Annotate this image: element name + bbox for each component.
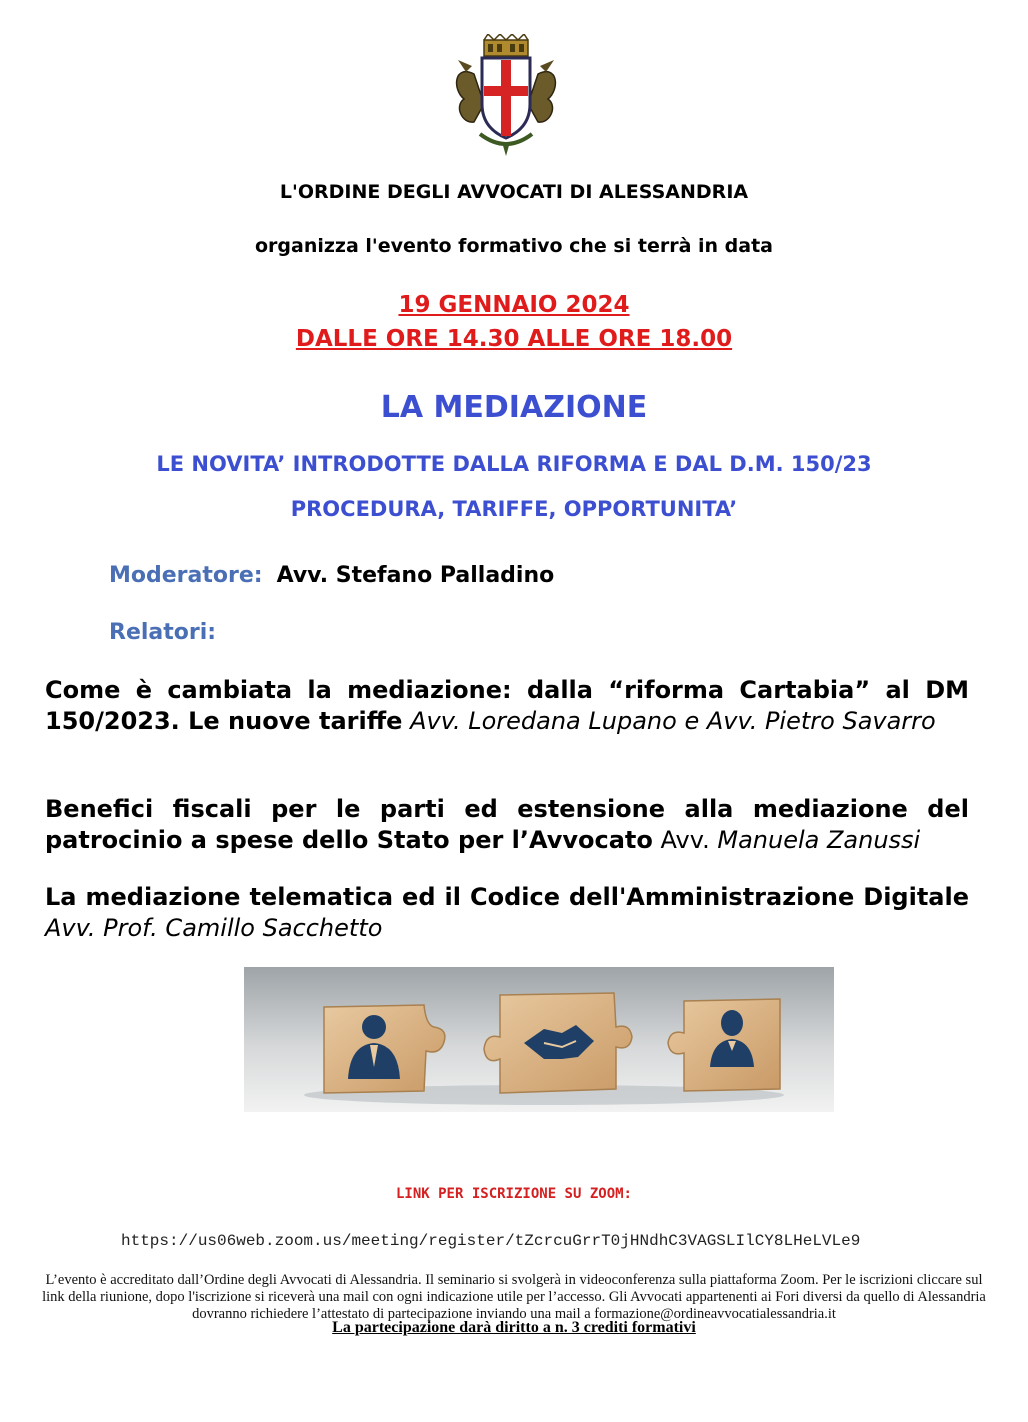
- talk-speaker: Manuela Zanussi: [717, 826, 921, 854]
- talk-speaker-prefix: Avv.: [660, 826, 710, 854]
- zoom-link-label: LINK PER ISCRIZIONE SU ZOOM:: [395, 1186, 632, 1202]
- zoom-registration-link[interactable]: https://us06web.zoom.us/meeting/register/tZcrcuGrrT0jHNdhC3VAGSLIlCY8LHeLVLe9: [121, 1232, 861, 1250]
- time-line: DALLE ORE 14.30 ALLE ORE 18.00: [295, 326, 733, 352]
- event-subtitle-2: PROCEDURA, TARIFFE, OPPORTUNITA’: [290, 497, 738, 521]
- intro-text: organizza l'evento formativo che si terrà in data: [254, 235, 773, 257]
- speakers-label: Relatori:: [109, 620, 217, 645]
- accreditation-notice: L’evento è accreditato dall’Ordine degli Avvocati di Alessandria. Il seminario si svolgerà in videoconferenza sulla piattaforma Zoom. Per le iscrizioni cliccare sul link della riunione, dopo l'iscrizione si riceverà una mail con ogni indicazione utile per l’accesso. Gli Avvocati appartenenti ai Fori diversi da quello di Alessandria dovranno richiedere l’attestato di partecipazione inviando una mail a formazione@ordineavvocatialessandria.it: [42, 1272, 986, 1322]
- credits-note: La partecipazione darà diritto a n. 3 crediti formativi: [332, 1319, 696, 1336]
- talk-1: [45, 675, 969, 737]
- coat-of-arms-icon: [444, 34, 568, 158]
- date-line: 19 GENNAIO 2024: [398, 292, 630, 318]
- puzzle-handshake-image: [244, 967, 834, 1112]
- moderator-name: Avv. Stefano Palladino: [276, 563, 555, 588]
- talk-topic: La mediazione telematica ed il Codice dell'Amministrazione Digitale: [45, 883, 969, 911]
- talk-topic: Come è cambiata la mediazione: dalla “riforma Cartabia” al DM 150/2023. Le nuove tariffe: [45, 676, 969, 735]
- moderator-line: [109, 563, 554, 588]
- moderator-label: Moderatore:: [109, 563, 263, 588]
- event-date: [0, 288, 1028, 356]
- talk-speaker: Avv. Loredana Lupano e Avv. Pietro Savarro: [410, 707, 936, 735]
- talk-2: [45, 794, 969, 856]
- event-subtitle-1: LE NOVITA’ INTRODOTTE DALLA RIFORMA E DAL D.M. 150/23: [156, 452, 872, 476]
- talk-3: [45, 882, 969, 944]
- talk-topic: Benefici fiscali per le parti ed estensione alla mediazione del patrocinio a spese dello Stato per l’Avvocato: [45, 795, 969, 854]
- talk-speaker: Avv. Prof. Camillo Sacchetto: [45, 914, 383, 942]
- event-title: LA MEDIAZIONE: [380, 390, 648, 425]
- org-name: L'ORDINE DEGLI AVVOCATI DI ALESSANDRIA: [279, 181, 749, 203]
